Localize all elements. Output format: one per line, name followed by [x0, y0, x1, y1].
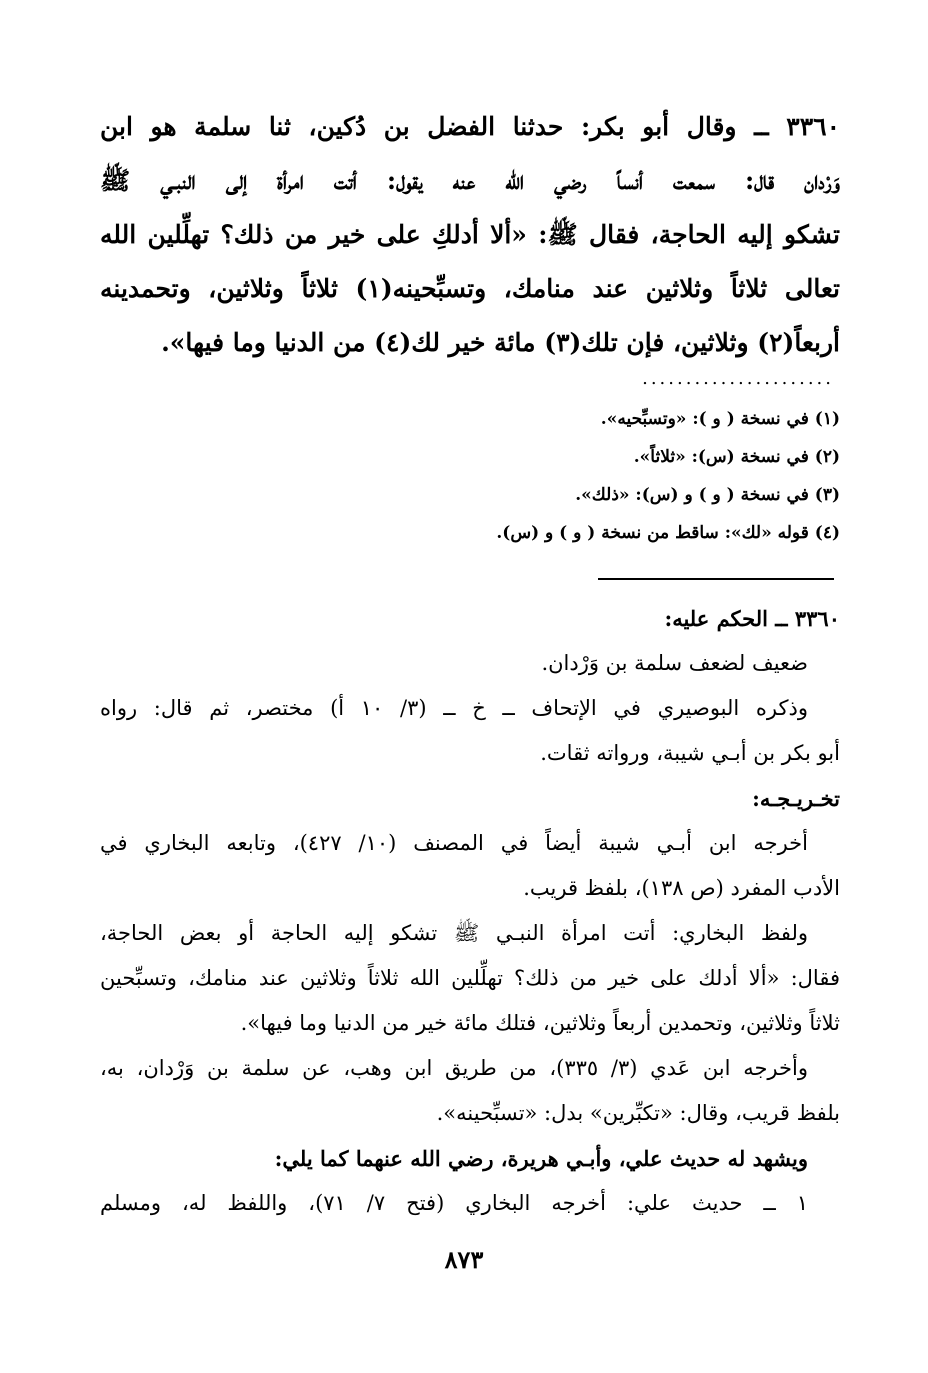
- commentary-line: الأدب المفرد (ص ١٣٨)، بلفظ قريب.: [523, 876, 840, 900]
- footnote-item: (١) في نسخة ( و ): «وتسبِّحيه».: [600, 409, 840, 429]
- footnote-separator-dots: ......................: [642, 368, 834, 389]
- commentary-line: أبو بكر بن أبـي شيبة، ورواته ثقات.: [540, 741, 840, 765]
- commentary-line: بلفظ قريب، وقال: «تكبِّرين» بدل: «تسبِّحينه».: [436, 1101, 840, 1125]
- commentary-line: وذكره البوصيري في الإتحاف ــ خ ــ (٣/ ١٠ أ) مختصر، ثم قال: رواه: [100, 696, 808, 720]
- commentary-line: أخرجه ابن أبـي شيبة أيضاً في المصنف (١٠/ ٤٢٧)، وتابعه البخاري في: [100, 831, 808, 855]
- hadith-line: تعالى ثلاثاً وثلاثين عند منامك، وتسبِّحينه(١) ثلاثاً وثلاثين، وتحمدينه: [100, 274, 840, 303]
- hadith-line: ٣٣٦٠ ــ وقال أبو بكر: حدثنا الفضل بن دُكين، ثنا سلمة هو ابن: [100, 112, 840, 141]
- ruling-heading: ٣٣٦٠ ــ الحكم عليه:: [664, 606, 840, 631]
- hadith-line: وَرْدان قال: سمعت أنساً رضي الله عنه يقول: أتت امرأة إلى النبـي ﷺ: [100, 166, 840, 195]
- commentary-line: ضعيف لضعف سلمة بن وَرْدان.: [541, 651, 808, 675]
- footnote-item: (٣) في نسخة ( و ) و (س): «ذلك».: [575, 485, 840, 505]
- commentary-line: ويشهد له حديث علي، وأبـي هريرة، رضي الله عنهما كما يلي:: [274, 1146, 808, 1171]
- page-number: ٨٧٣: [444, 1245, 484, 1274]
- hadith-text: [100, 100, 840, 370]
- section-divider: [598, 578, 834, 580]
- commentary-line: ١ ــ حديث علي: أخرجه البخاري (فتح ٧/ ٧١)، واللفظ له، ومسلم: [100, 1191, 808, 1215]
- footnotes: [100, 400, 840, 552]
- hadith-line: تشكو إليه الحاجة، فقال ﷺ: «ألا أدلكِ على خير من ذلك؟ تهلِّلين الله: [100, 220, 840, 249]
- commentary-line: فقال: «ألا أدلك على خير من ذلك؟ تهلِّلين الله ثلاثاً وثلاثين عند منامك، وتسبِّحين: [100, 966, 840, 990]
- hadith-line: أربعاً(٢) وثلاثين، فإن تلك(٣) مائة خير لك(٤) من الدنيا وما فيها».: [161, 328, 840, 357]
- commentary-line: ثلاثاً وثلاثين، وتحمدين أربعاً وثلاثين، فتلك مائة خير من الدنيا وما فيها».: [240, 1011, 840, 1035]
- commentary-line: وأخرجه ابن عَدي (٣/ ٣٣٥)، من طريق ابن وهب، عن سلمة بن وَرْدان، به،: [100, 1056, 808, 1080]
- commentary: [100, 596, 840, 1226]
- takhrij-heading: تخـريـجـه:: [752, 786, 840, 811]
- footnote-item: (٢) في نسخة (س): «ثلاثاً».: [633, 447, 840, 467]
- footnote-item: (٤) قوله «لك»: ساقط من نسخة ( و ) و (س).: [496, 523, 840, 543]
- commentary-line: ولفظ البخاري: أتت امرأة النبـي ﷺ تشكو إليه الحاجة أو بعض الحاجة،: [100, 921, 808, 945]
